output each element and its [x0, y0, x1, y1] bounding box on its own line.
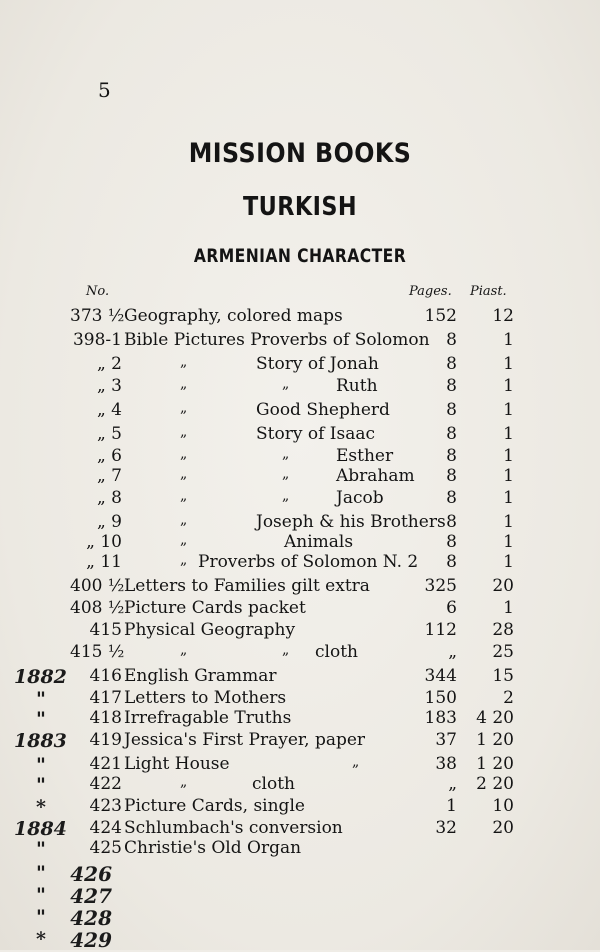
- item-pages: 183: [424, 708, 457, 728]
- item-piast: 1: [503, 552, 514, 572]
- item-piast: 1 20: [476, 754, 514, 774]
- handwritten-annotation: 1884: [14, 818, 67, 840]
- item-number: 418: [89, 708, 122, 728]
- handwritten-annotation: *: [36, 796, 46, 818]
- page-number: 5: [98, 78, 111, 102]
- item-title: Bible Pictures Proverbs of Solomon: [124, 330, 430, 350]
- catalog-row: [0, 754, 600, 776]
- catalog-row: [0, 576, 600, 598]
- catalog-row: [0, 862, 600, 884]
- ditto-mark: „: [180, 400, 188, 416]
- catalog-row: [0, 532, 600, 554]
- ditto-mark: „: [180, 466, 188, 482]
- item-number: „ 5: [96, 424, 122, 444]
- item-title: Jessica's First Prayer, paper: [124, 730, 366, 750]
- item-title: cloth: [252, 774, 295, 794]
- catalog-row: [0, 552, 600, 574]
- catalog-row: [0, 446, 600, 468]
- item-title: Picture Cards, single: [124, 796, 305, 816]
- item-piast: 1: [503, 466, 514, 486]
- catalog-row: [0, 620, 600, 642]
- item-number: „ 8: [96, 488, 122, 508]
- item-title: Proverbs of Solomon N. 2: [198, 552, 419, 572]
- item-title: Letters to Mothers: [124, 688, 287, 708]
- handwritten-annotation: 1883: [14, 730, 67, 752]
- column-header-piast: Piast.: [470, 284, 507, 299]
- catalog-row: [0, 774, 600, 796]
- catalog-row: [0, 730, 600, 752]
- ditto-mark: „: [180, 354, 188, 370]
- item-number: 425: [89, 838, 122, 858]
- item-pages: 8: [446, 466, 457, 486]
- item-number: „ 4: [96, 400, 122, 420]
- item-pages: 325: [424, 576, 457, 596]
- item-piast: 1: [503, 376, 514, 396]
- item-title: Abraham: [336, 466, 415, 486]
- ditto-mark: „: [180, 512, 188, 528]
- item-number: 415: [89, 620, 122, 640]
- item-title: Animals: [284, 532, 354, 552]
- item-title: English Grammar: [124, 666, 277, 686]
- item-piast: 1: [503, 400, 514, 420]
- item-title: Irrefragable Truths: [124, 708, 292, 728]
- item-number: „ 11: [86, 552, 122, 572]
- section-heading: ARMENIAN CHARACTER: [193, 245, 407, 267]
- handwritten-annotation: 1882: [14, 666, 67, 688]
- item-title: Letters to Families gilt extra: [124, 576, 370, 596]
- item-pages: 8: [446, 424, 457, 444]
- handwritten-annotation: ": [36, 906, 46, 928]
- catalog-row: [0, 466, 600, 488]
- item-number-handwritten: 428: [70, 906, 112, 930]
- item-title: Story of Jonah: [256, 354, 379, 374]
- item-pages: 8: [446, 532, 457, 552]
- item-title: Jacob: [336, 488, 384, 508]
- handwritten-annotation: ": [36, 708, 46, 730]
- ditto-mark: „: [282, 446, 290, 462]
- handwritten-annotation: ": [36, 838, 46, 860]
- item-title: Ruth: [336, 376, 378, 396]
- item-pages: 32: [435, 818, 457, 838]
- item-number: „ 6: [96, 446, 122, 466]
- item-pages: 344: [424, 666, 457, 686]
- ditto-mark: „: [282, 376, 290, 392]
- catalog-row: [0, 354, 600, 376]
- item-pages: „: [448, 642, 457, 662]
- item-number: „ 10: [86, 532, 122, 552]
- item-number: 417: [89, 688, 122, 708]
- ditto-mark: „: [180, 376, 188, 392]
- item-title: Light House: [124, 754, 230, 774]
- item-pages: 8: [446, 446, 457, 466]
- handwritten-annotation: ": [36, 862, 46, 884]
- item-number: 415 ½: [70, 642, 125, 662]
- ditto-mark: „: [352, 754, 360, 770]
- item-pages: 112: [424, 620, 457, 640]
- item-pages: 152: [424, 306, 457, 326]
- item-pages: 37: [435, 730, 457, 750]
- catalog-row: [0, 512, 600, 534]
- item-piast: 4 20: [476, 708, 514, 728]
- item-number: „ 7: [96, 466, 122, 486]
- item-piast: 15: [492, 666, 514, 686]
- item-piast: 20: [492, 818, 514, 838]
- catalog-row: [0, 306, 600, 328]
- item-number: 422: [89, 774, 122, 794]
- catalog-row: [0, 642, 600, 664]
- item-pages: „: [448, 774, 457, 794]
- catalog-row: [0, 884, 600, 906]
- item-pages: 150: [424, 688, 457, 708]
- catalog-row: [0, 488, 600, 510]
- catalog-row: [0, 708, 600, 730]
- ditto-mark: „: [180, 532, 188, 548]
- item-title: Joseph & his Brothers: [256, 512, 446, 532]
- ditto-mark: „: [180, 424, 188, 440]
- item-title: Esther: [336, 446, 394, 466]
- item-piast: 28: [492, 620, 514, 640]
- handwritten-annotation: ": [36, 884, 46, 906]
- item-pages: 6: [446, 598, 457, 618]
- ditto-mark: „: [180, 488, 188, 504]
- item-number: 416: [89, 666, 122, 686]
- item-piast: 25: [492, 642, 514, 662]
- catalog-row: [0, 330, 600, 352]
- item-title: Geography, colored maps: [124, 306, 343, 326]
- item-piast: 2: [503, 688, 514, 708]
- catalog-row: [0, 400, 600, 422]
- item-piast: 1: [503, 354, 514, 374]
- item-title: Christie's Old Organ: [124, 838, 302, 858]
- item-piast: 1: [503, 446, 514, 466]
- item-pages: 8: [446, 552, 457, 572]
- item-piast: 2 20: [476, 774, 514, 794]
- column-header-no: No.: [86, 284, 110, 299]
- item-title: Story of Isaac: [256, 424, 376, 444]
- handwritten-annotation: ": [36, 754, 46, 776]
- item-title: Picture Cards packet: [124, 598, 306, 618]
- item-number: „ 9: [96, 512, 122, 532]
- handwritten-annotation: *: [36, 928, 46, 950]
- item-number: 398-1: [72, 330, 122, 350]
- ditto-mark: „: [180, 774, 188, 790]
- catalog-row: [0, 598, 600, 620]
- item-number: 373 ½: [70, 306, 125, 326]
- catalog-row: [0, 906, 600, 928]
- item-piast: 1: [503, 424, 514, 444]
- item-piast: 1: [503, 488, 514, 508]
- ditto-mark: „: [180, 642, 188, 658]
- item-number: „ 3: [96, 376, 122, 396]
- item-number: 421: [89, 754, 122, 774]
- item-pages: 1: [446, 796, 457, 816]
- item-pages: 8: [446, 330, 457, 350]
- item-pages: 8: [446, 376, 457, 396]
- item-pages: 8: [446, 354, 457, 374]
- item-number: 408 ½: [70, 598, 125, 618]
- main-heading: MISSION BOOKS: [188, 138, 412, 169]
- handwritten-annotation: ": [36, 774, 46, 796]
- item-piast: 12: [492, 306, 514, 326]
- item-number: 424: [89, 818, 122, 838]
- item-title: Good Shepherd: [256, 400, 390, 420]
- item-pages: 8: [446, 488, 457, 508]
- item-pages: 8: [446, 400, 457, 420]
- item-piast: 1: [503, 598, 514, 618]
- item-title: Physical Geography: [124, 620, 296, 640]
- catalog-row: [0, 376, 600, 398]
- item-number: 423: [89, 796, 122, 816]
- catalog-row: [0, 424, 600, 446]
- handwritten-annotation: ": [36, 688, 46, 710]
- column-header-pages: Pages.: [409, 284, 452, 299]
- ditto-mark: „: [180, 446, 188, 462]
- catalog-row: [0, 818, 600, 840]
- item-number: 400 ½: [70, 576, 125, 596]
- ditto-mark: „: [282, 488, 290, 504]
- item-pages: 38: [435, 754, 457, 774]
- ditto-mark: „: [180, 552, 188, 568]
- item-piast: 1: [503, 532, 514, 552]
- item-title: Schlumbach's conversion: [124, 818, 343, 838]
- ditto-mark: „: [282, 642, 290, 658]
- item-piast: 20: [492, 576, 514, 596]
- catalog-row: [0, 838, 600, 860]
- item-pages: 8: [446, 512, 457, 532]
- item-number-handwritten: 426: [70, 862, 112, 886]
- item-number-handwritten: 429: [70, 928, 112, 952]
- item-piast: 1: [503, 330, 514, 350]
- item-number: „ 2: [96, 354, 122, 374]
- item-piast: 1 20: [476, 730, 514, 750]
- sub-heading: TURKISH: [242, 192, 358, 222]
- item-piast: 10: [492, 796, 514, 816]
- catalog-row: [0, 688, 600, 710]
- catalog-row: [0, 666, 600, 688]
- ditto-mark: „: [282, 466, 290, 482]
- item-number: 419: [89, 730, 122, 750]
- item-piast: 1: [503, 512, 514, 532]
- catalog-row: [0, 796, 600, 818]
- item-title: cloth: [315, 642, 358, 662]
- catalog-row: [0, 928, 600, 950]
- item-number-handwritten: 427: [70, 884, 112, 908]
